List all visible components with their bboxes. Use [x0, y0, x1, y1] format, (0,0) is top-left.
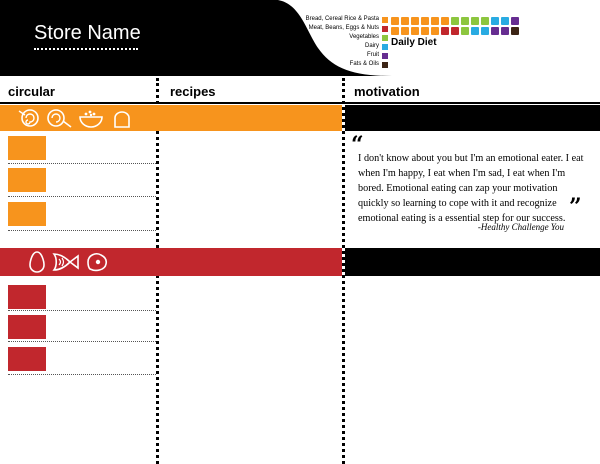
egg-icon [28, 250, 46, 274]
rice-bowl-icon [78, 107, 104, 129]
diet-serving-cell [391, 17, 399, 25]
spaghetti-icon [18, 107, 42, 129]
proteins-item-line [8, 341, 156, 342]
diet-serving-cell [411, 27, 419, 35]
lollipop-icon [46, 107, 72, 129]
fish-icon [52, 250, 82, 274]
legend-row [282, 42, 388, 51]
motivation-band-top [345, 105, 600, 131]
store-name[interactable]: Store Name [34, 22, 141, 44]
column-header-motivation: motivation [354, 84, 420, 99]
diet-serving-cell [491, 27, 499, 35]
grains-item-line [8, 163, 156, 164]
quote-author: -Healthy Challenge You [477, 222, 564, 232]
legend-label: Fats & Oils [349, 61, 379, 67]
diet-serving-cell [481, 17, 489, 25]
legend-swatch [382, 35, 388, 41]
header-divider [0, 102, 600, 104]
daily-diet-grid [391, 17, 519, 35]
column-header-recipes: recipes [170, 84, 216, 99]
legend-row [282, 15, 388, 24]
legend-label: Fruit [367, 52, 379, 58]
grains-item-swatch [8, 202, 46, 226]
diet-serving-cell [501, 17, 509, 25]
diet-serving-cell [511, 27, 519, 35]
quote-close-mark: ” [569, 194, 582, 220]
proteins-item-swatch [8, 315, 46, 339]
food-group-legend [282, 15, 388, 69]
legend-row [282, 24, 388, 33]
legend-label: Dairy [364, 43, 379, 49]
grains-item-line [8, 196, 156, 197]
column-header-circular: circular [8, 84, 55, 99]
diet-serving-cell [511, 17, 519, 25]
legend-label: Meat, Beans, Eggs & Nuts [308, 25, 379, 31]
quote-open-mark: “ [351, 132, 364, 158]
proteins-item-swatch [8, 347, 46, 371]
daily-diet-title: Daily Diet [391, 37, 437, 48]
diet-serving-cell [461, 17, 469, 25]
diet-serving-cell [391, 27, 399, 35]
legend-swatch [382, 53, 388, 59]
diet-serving-cell [431, 17, 439, 25]
grains-item-swatch [8, 136, 46, 160]
diet-serving-cell [491, 17, 499, 25]
diet-serving-cell [441, 27, 449, 35]
diet-serving-cell [481, 27, 489, 35]
diet-serving-cell [411, 17, 419, 25]
meat-icon [84, 250, 110, 274]
diet-serving-cell [501, 27, 509, 35]
diet-serving-cell [451, 17, 459, 25]
legend-label: Bread, Cereal Rice & Pasta [305, 16, 379, 22]
motivation-band-bottom [345, 248, 600, 276]
diet-serving-cell [421, 27, 429, 35]
store-name-underline [34, 48, 138, 50]
diet-serving-cell [471, 27, 479, 35]
grains-item-swatch [8, 168, 46, 192]
diet-serving-cell [451, 27, 459, 35]
legend-swatch [382, 44, 388, 50]
legend-swatch [382, 26, 388, 32]
diet-serving-cell [461, 27, 469, 35]
diet-serving-cell [401, 27, 409, 35]
legend-swatch [382, 62, 388, 68]
legend-row [282, 51, 388, 60]
proteins-item-line [8, 374, 156, 375]
diet-serving-cell [421, 17, 429, 25]
proteins-item-swatch [8, 285, 46, 309]
grains-item-line [8, 230, 156, 231]
diet-serving-cell [431, 27, 439, 35]
diet-serving-cell [401, 17, 409, 25]
diet-serving-cell [441, 17, 449, 25]
bread-slice-icon [110, 107, 134, 129]
legend-row [282, 60, 388, 69]
legend-row [282, 33, 388, 42]
legend-swatch [382, 17, 388, 23]
proteins-item-line [8, 310, 156, 311]
legend-label: Vegetables [349, 34, 379, 40]
motivation-quote: I don't know about you but I'm an emotional eater. I eat when I'm happy, I eat when I'm sad, I eat when I'm bored. Emotional eating can zap your motivation quickly so learning to cope with it and recognize emotional eating is a essential step for our success. [358, 153, 584, 224]
diet-serving-cell [471, 17, 479, 25]
header [0, 0, 600, 76]
